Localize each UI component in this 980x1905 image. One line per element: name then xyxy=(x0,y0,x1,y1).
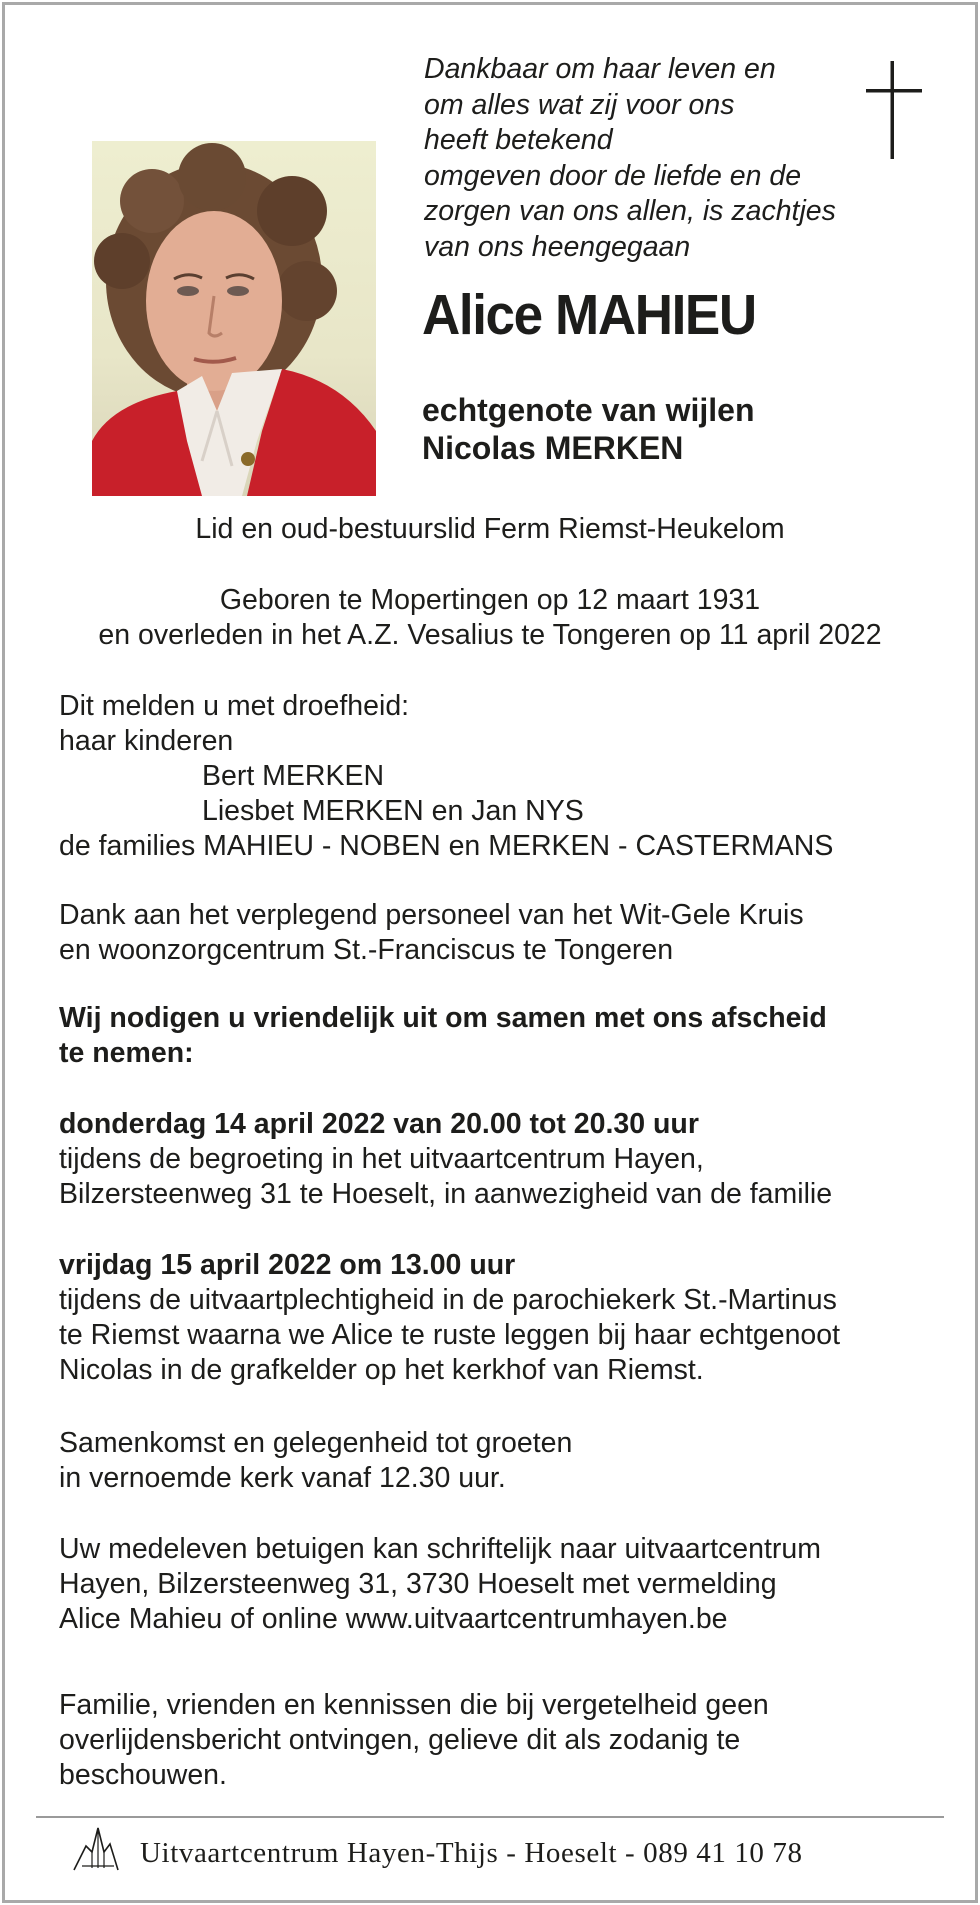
spouse-info xyxy=(422,391,755,467)
children-label: haar kinderen xyxy=(59,725,234,757)
event-detail: tijdens de uitvaartplechtigheid in de parochiekerk St.-Martinus xyxy=(59,1284,837,1316)
announce-intro: Dit melden u met droefheid: xyxy=(59,690,410,722)
families-line: de families MAHIEU - NOBEN en MERKEN - CASTERMANS xyxy=(59,830,834,862)
event-detail: tijdens de begroeting in het uitvaartcentrum Hayen, xyxy=(59,1143,704,1175)
footer-divider xyxy=(36,1816,944,1818)
event-date: donderdag 14 april 2022 van 20.00 tot 20.30 uur xyxy=(59,1108,699,1140)
intro-line: van ons heengegaan xyxy=(424,230,691,263)
birth-line: Geboren te Mopertingen op 12 maart 1931 xyxy=(219,584,761,616)
gathering-line: in vernoemde kerk vanaf 12.30 uur. xyxy=(59,1462,506,1494)
thanks-line: en woonzorgcentrum St.-Franciscus te Tongeren xyxy=(59,934,674,966)
intro-line: Dankbaar om haar leven en xyxy=(424,53,776,85)
intro-line: zorgen van ons allen, is zachtjes xyxy=(424,195,836,227)
condolence-line: Hayen, Bilzersteenweg 31, 3730 Hoeselt met vermelding xyxy=(59,1568,777,1600)
spouse-line: echtgenote van wijlen xyxy=(422,392,755,428)
intro-line: om alles wat zij voor ons xyxy=(424,88,735,121)
deceased-name: Alice MAHIEU xyxy=(422,283,756,347)
cross-icon xyxy=(866,61,922,159)
condolence-line: Uw medeleven betuigen kan schriftelijk naar uitvaartcentrum xyxy=(59,1533,821,1565)
notice-line: beschouwen. xyxy=(59,1759,227,1791)
event-date: vrijdag 15 april 2022 om 13.00 uur xyxy=(59,1249,516,1281)
spouse-line: Nicolas MERKEN xyxy=(422,430,684,466)
membership-line: Lid en oud-bestuurslid Ferm Riemst-Heukelom xyxy=(195,513,785,545)
event-detail: Bilzersteenweg 31 te Hoeselt, in aanwezigheid van de familie xyxy=(59,1178,833,1210)
footer-contact: Uitvaartcentrum Hayen-Thijs - Hoeselt - 089 41 10 78 xyxy=(140,1837,803,1869)
notice-line: overlijdensbericht ontvingen, gelieve dit als zodanig te xyxy=(59,1724,741,1756)
event-detail: te Riemst waarna we Alice te ruste leggen bij haar echtgenoot xyxy=(59,1319,841,1351)
gathering-line: Samenkomst en gelegenheid tot groeten xyxy=(59,1427,573,1459)
notice-line: Familie, vrienden en kennissen die bij vergetelheid geen xyxy=(59,1689,769,1721)
condolence-line: Alice Mahieu of online www.uitvaartcentrumhayen.be xyxy=(59,1603,728,1635)
intro-text xyxy=(424,52,894,265)
invite-line: te nemen: xyxy=(59,1037,194,1069)
intro-line: heeft betekend xyxy=(424,124,613,156)
funeral-home-logo-icon xyxy=(70,1822,122,1874)
portrait-photo xyxy=(92,141,376,496)
invite-line: Wij nodigen u vriendelijk uit om samen met ons afscheid xyxy=(59,1002,827,1034)
portrait-illustration xyxy=(92,141,376,496)
child-name: Bert MERKEN xyxy=(202,760,385,792)
intro-line: omgeven door de liefde en de xyxy=(424,159,802,192)
thanks-line: Dank aan het verplegend personeel van het Wit-Gele Kruis xyxy=(59,899,804,931)
event-detail: Nicolas in de grafkelder op het kerkhof van Riemst. xyxy=(59,1354,704,1386)
child-name: Liesbet MERKEN en Jan NYS xyxy=(202,795,584,827)
death-line: en overleden in het A.Z. Vesalius te Tongeren op 11 april 2022 xyxy=(98,619,882,651)
